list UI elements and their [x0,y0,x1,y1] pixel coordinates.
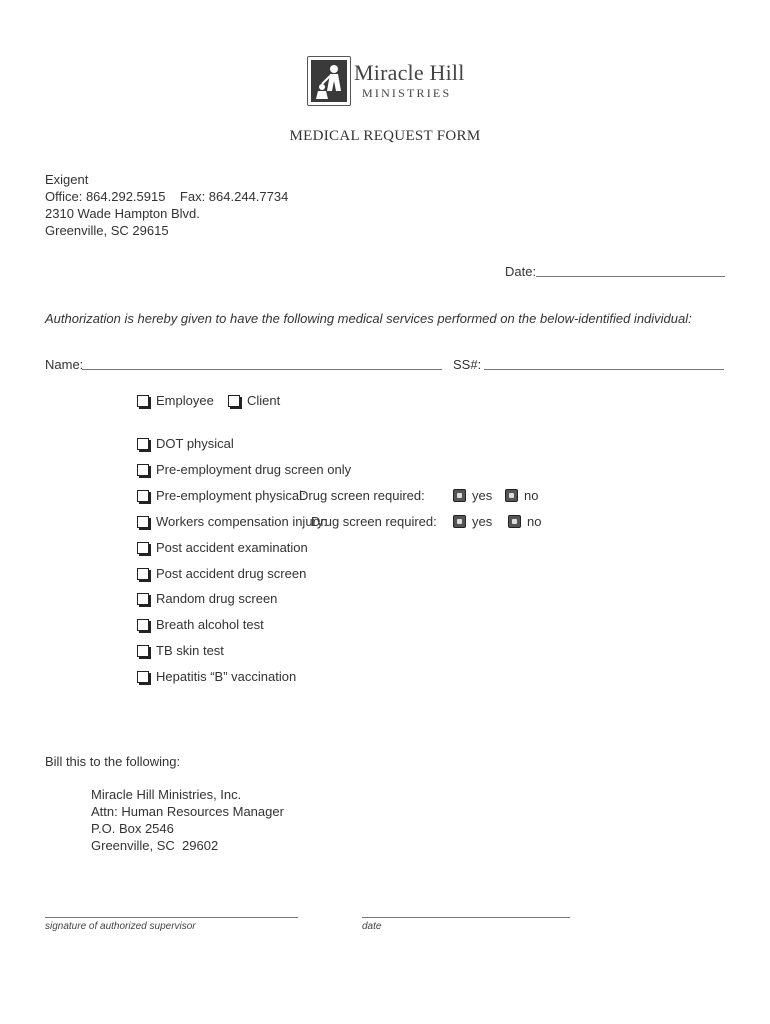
checkbox-icon [137,490,149,502]
checkbox-icon [228,395,240,407]
bill-address-line: Greenville, SC 29602 [91,838,219,853]
bill-heading: Bill this to the following: [45,754,181,769]
name-field[interactable] [82,369,442,370]
date-label: Date: [505,264,537,279]
checkbox-icon [137,464,149,476]
checkbox-icon [137,516,149,528]
service-checkbox-hepatitis-b[interactable] [137,668,149,686]
signature-field[interactable] [45,917,298,918]
option-box-icon [453,515,466,528]
service-checkbox-random-drug[interactable] [137,590,149,608]
bill-address-line: Attn: Human Resources Manager [91,804,284,819]
service-label: Hepatitis “B” vaccination [156,669,297,684]
checkbox-icon [137,568,149,580]
checkbox-icon [137,645,149,657]
service-label: Workers compensation injury: [156,514,327,529]
name-label: Name: [45,357,84,372]
logo-name: Miracle Hill [354,60,465,85]
ssn-field[interactable] [484,369,724,370]
yes-label: yes [472,514,493,529]
service-checkbox-breath-alcohol[interactable] [137,616,149,634]
service-label: Breath alcohol test [156,617,264,632]
logo-subtitle: MINISTRIES [362,86,452,100]
no-label: no [524,488,539,503]
logo-figures-icon [308,57,350,105]
service-checkbox-post-accident-exam[interactable] [137,539,149,557]
client-checkbox[interactable] [228,392,240,410]
checkbox-icon [137,671,149,683]
service-checkbox-dot-physical[interactable] [137,435,149,453]
service-checkbox-workers-comp[interactable] [137,513,149,531]
ssn-label: SS#: [453,357,482,372]
logo-emblem [307,56,351,106]
option-box-icon [505,489,518,502]
service-label: DOT physical [156,436,234,451]
bill-address-line: Miracle Hill Ministries, Inc. [91,787,242,802]
client-label: Client [247,393,281,408]
contact-name: Exigent [45,172,89,187]
bill-address-line: P.O. Box 2546 [91,821,174,836]
service-label: Post accident drug screen [156,566,307,581]
employee-label: Employee [156,393,214,408]
yes-label: yes [472,488,493,503]
service-label: Pre-employment drug screen only [156,462,352,477]
service-label: Random drug screen [156,591,278,606]
service-checkbox-post-accident-drug[interactable] [137,565,149,583]
contact-street: 2310 Wade Hampton Blvd. [45,206,200,221]
service-label: Pre-employment physical: [156,488,306,503]
no-option[interactable] [508,513,521,531]
service-label: TB skin test [156,643,224,658]
checkbox-icon [137,438,149,450]
checkbox-icon [137,542,149,554]
option-box-icon [508,515,521,528]
no-label: no [527,514,542,529]
form-title: MEDICAL REQUEST FORM [289,128,481,144]
date-field[interactable] [536,276,725,277]
employee-checkbox[interactable] [137,392,149,410]
no-option[interactable] [505,487,518,505]
contact-phone-fax: Office: 864.292.5915 Fax: 864.244.7734 [45,189,289,204]
drug-screen-required-label: Drug screen required: [299,488,425,503]
checkbox-icon [137,619,149,631]
service-checkbox-tb-skin[interactable] [137,642,149,660]
authorization-text: Authorization is hereby given to have the following medical services performed on the below-identified individual: [45,311,692,326]
service-checkbox-drug-screen-only[interactable] [137,461,149,479]
service-checkbox-pre-employment-physical[interactable] [137,487,149,505]
option-box-icon [453,489,466,502]
service-label: Post accident examination [156,540,308,555]
signature-date-field[interactable] [362,917,570,918]
drug-screen-required-label: Drug screen required: [311,514,437,529]
checkbox-icon [137,395,149,407]
yes-option[interactable] [453,513,466,531]
checkbox-icon [137,593,149,605]
yes-option[interactable] [453,487,466,505]
contact-city: Greenville, SC 29615 [45,223,169,238]
signature-label: signature of authorized supervisor [45,921,196,932]
signature-date-label: date [362,921,382,932]
